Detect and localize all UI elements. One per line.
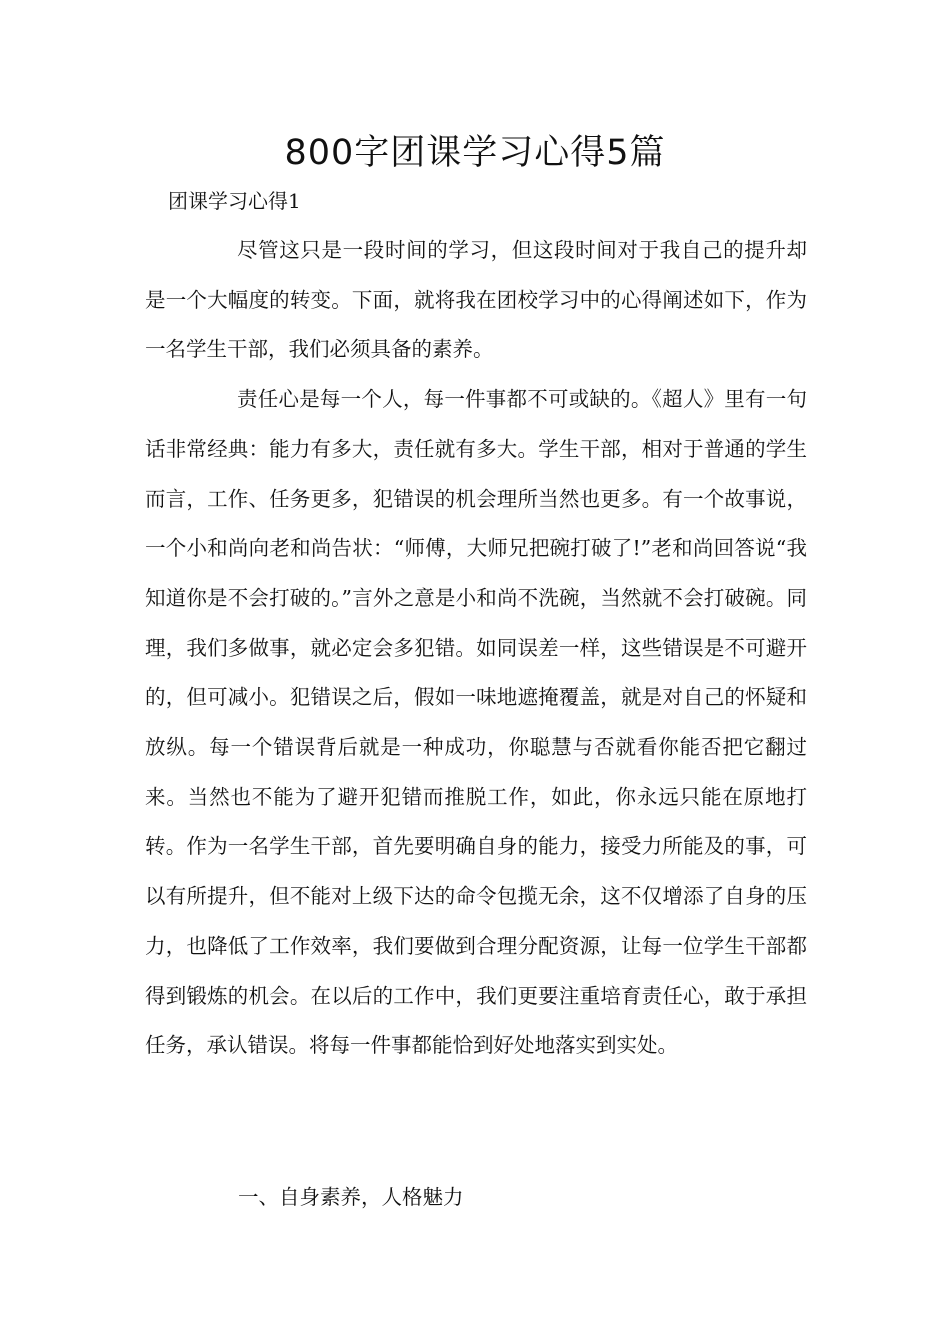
body-paragraph-1: 尽管这只是一段时间的学习，但这段时间对于我自己的提升却是一个大幅度的转变。下面，就将我在团校学习中的心得阐述如下，作为一名学生干部，我们必须具备的素养。: [145, 238, 807, 362]
document-title: 800字团课学习心得5篇: [284, 133, 666, 173]
body-paragraph-2: 责任心是每一个人，每一件事都不可或缺的。《超人》里有一句话非常经典：能力有多大，责任就有多大。学生干部，相对于普通的学生而言，工作、任务更多，犯错误的机会理所当然也更多。有一个故事说，一个小和尚向老和尚告状：“师傅，大师兄把碗打破了!”老和尚回答说“我知道你是不会打破的。”言外之意是小和尚不洗碗，当然就不会打破碗。同理，我们多做事，就必定会多犯错。如同误差一样，这些错误是不可避开的，但可减小。犯错误之后，假如一味地遮掩覆盖，就是对自己的怀疑和放纵。每一个错误背后就是一种成功，你聪慧与否就看你能否把它翻过来。当然也不能为了避开犯错而推脱工作，如此，你永远只能在原地打转。作为一名学生干部，首先要明确自身的能力，接受力所能及的事，可以有所提升，但不能对上级下达的命令包揽无余，这不仅增添了自身的压力，也降低了工作效率，我们要做到合理分配资源，让每一位学生干部都得到锻炼的机会。在以后的工作中，我们更要注重培育责任心，敢于承担任务，承认错误。将每一件事都能恰到好处地落实到实处。: [145, 387, 807, 1058]
section-heading: 一、自身素养，人格魅力: [238, 1185, 464, 1209]
document-subtitle: 团课学习心得1: [168, 189, 301, 213]
document-body: [145, 226, 807, 1071]
